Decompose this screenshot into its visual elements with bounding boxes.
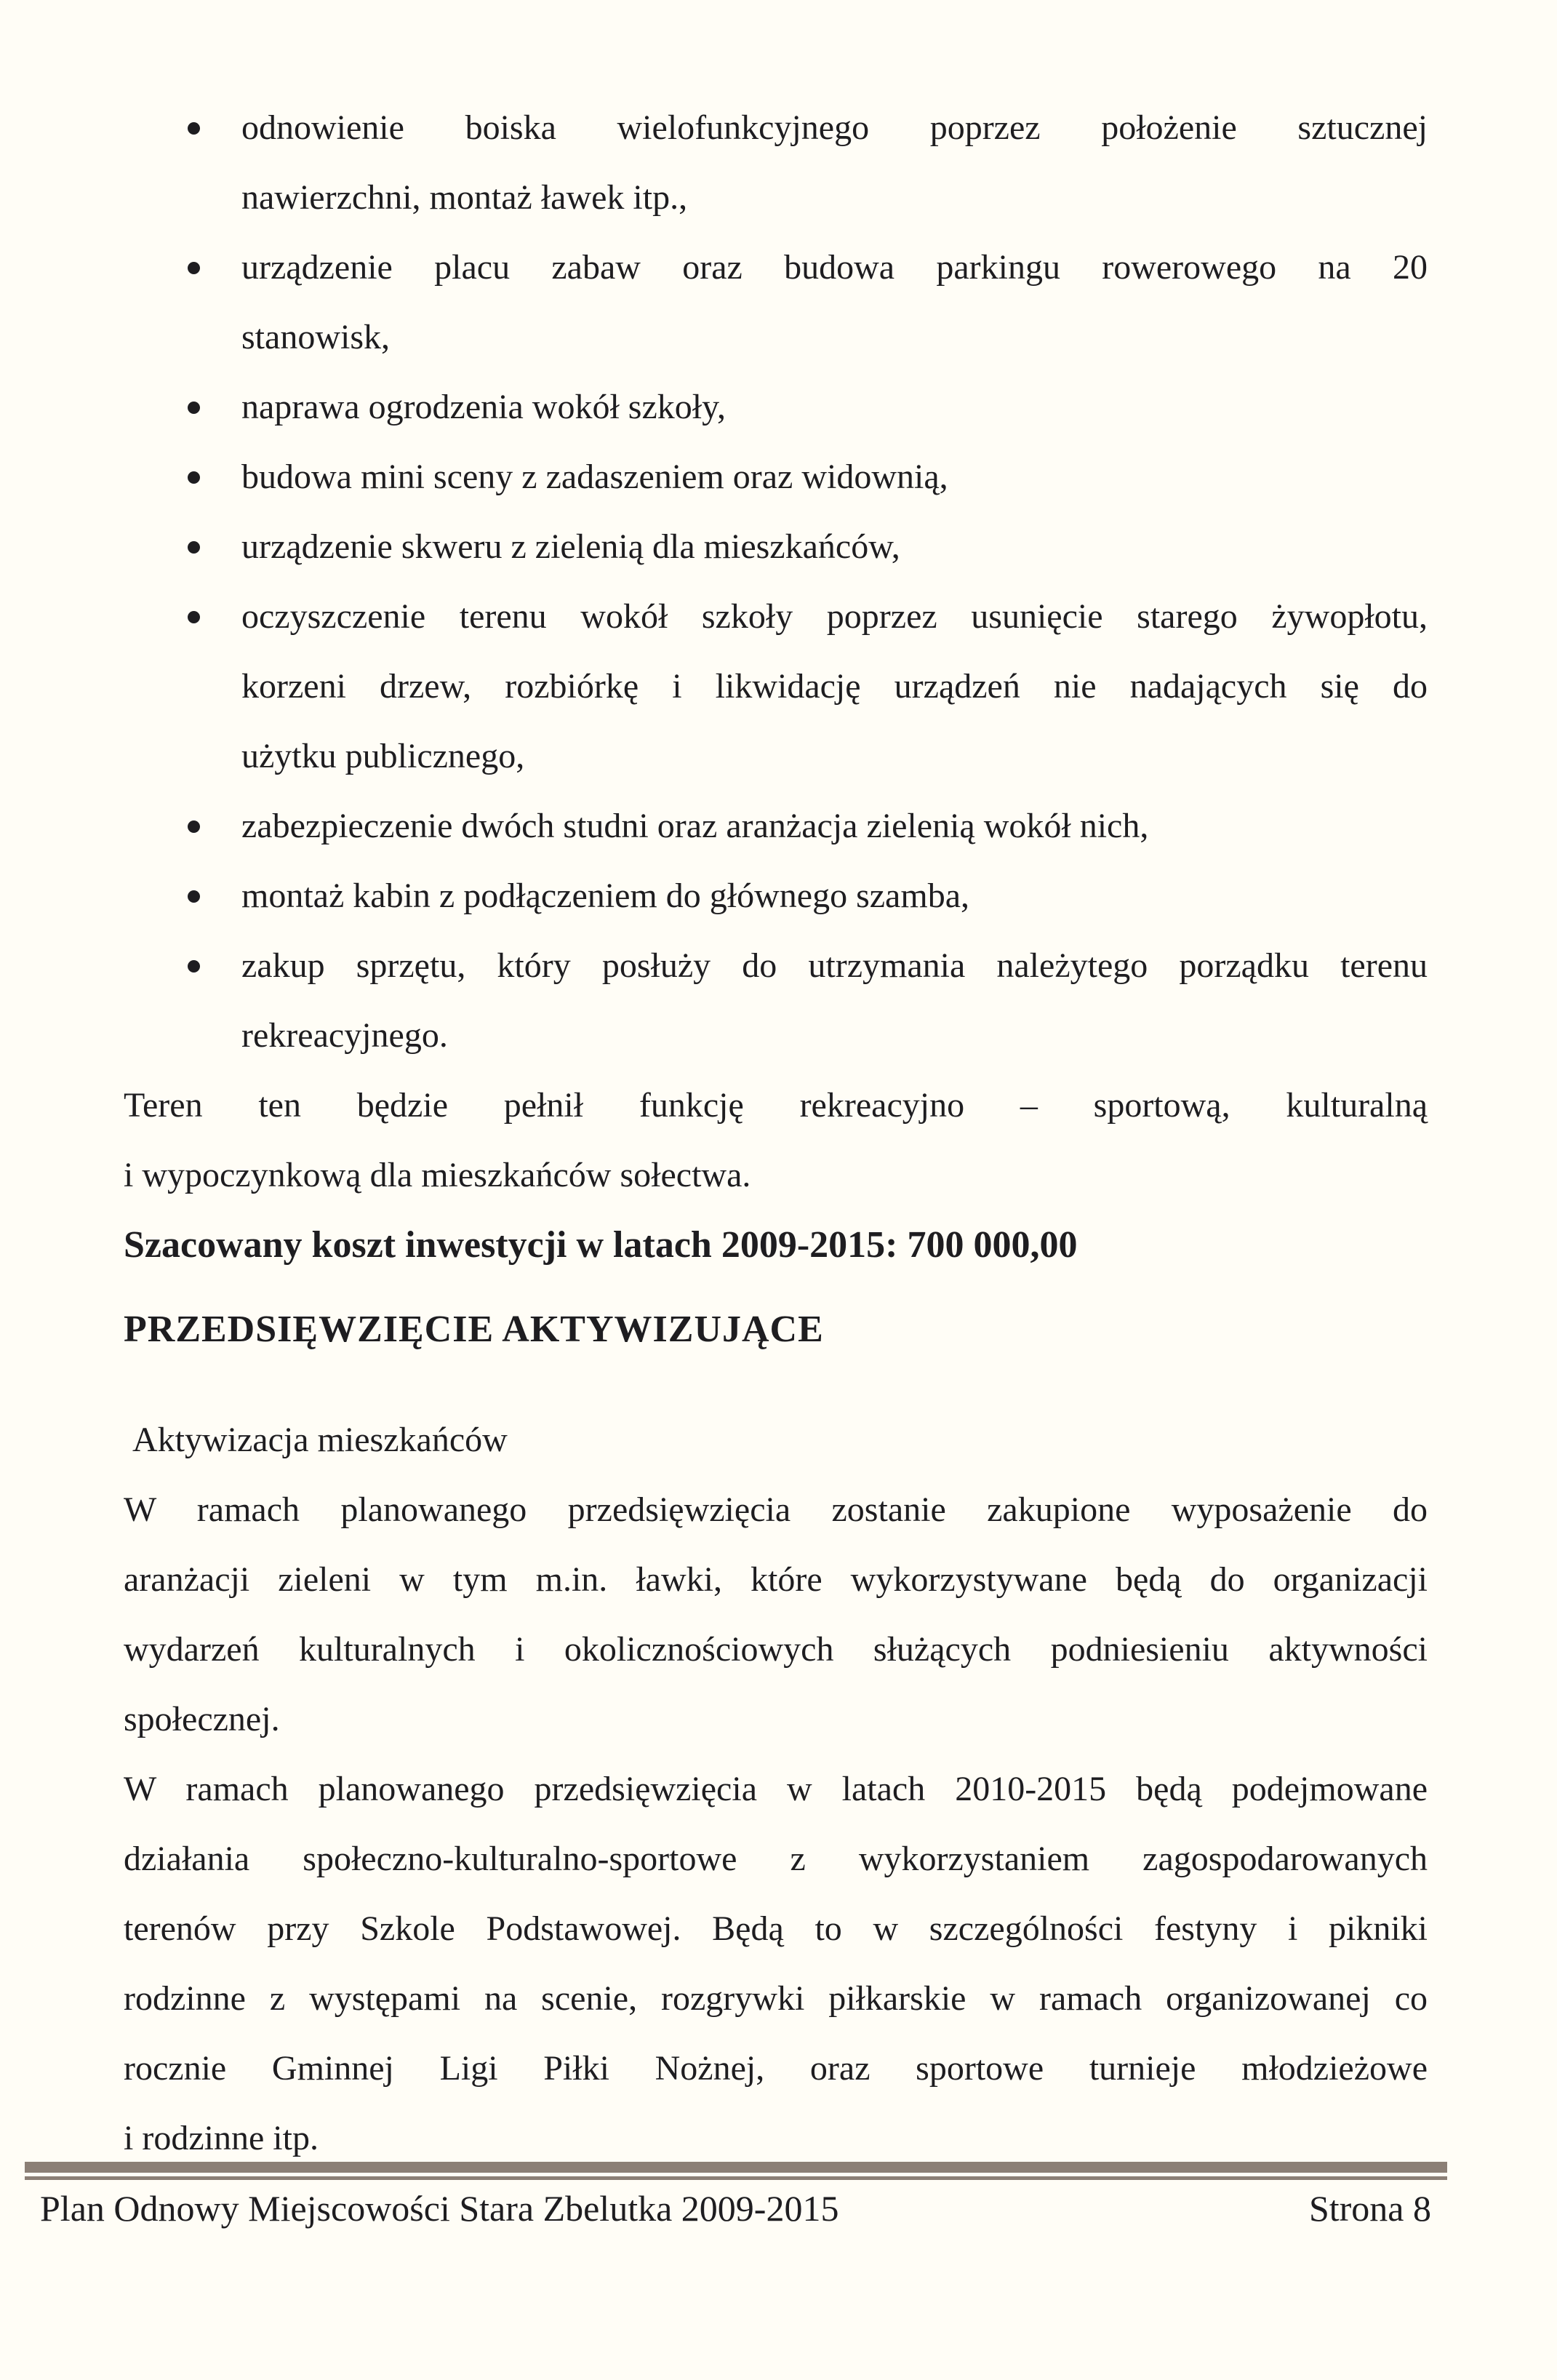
list-item <box>124 791 1428 861</box>
paragraph-line: i rodzinne itp. <box>124 2119 319 2157</box>
footer-divider <box>25 2162 1447 2180</box>
list-item <box>124 442 1428 512</box>
bullet-text-line: stanowisk, <box>241 318 390 356</box>
bullet-icon <box>188 262 200 274</box>
bullet-text-line: korzeni drzew, rozbiórkę i likwidację urządzeń nie nadających się do <box>241 667 1428 706</box>
section-heading: PRZEDSIĘWZIĘCIE AKTYWIZUJĄCE <box>124 1309 824 1350</box>
bullet-icon <box>188 402 200 414</box>
footer-document-title: Plan Odnowy Miejscowości Stara Zbelutka 2009-2015 <box>40 2188 839 2229</box>
bullet-icon <box>188 122 200 135</box>
footer-divider-thick-line <box>25 2162 1447 2173</box>
list-item <box>124 93 1428 233</box>
bullet-text-line: nawierzchni, montaż ławek itp., <box>241 178 688 217</box>
bullet-text-line: urządzenie skweru z zielenią dla mieszkańców, <box>241 527 900 566</box>
list-item <box>124 582 1428 791</box>
bullet-text-line: naprawa ogrodzenia wokół szkoły, <box>241 388 726 426</box>
list-item <box>124 861 1428 931</box>
bullet-text-line: użytku publicznego, <box>241 737 525 775</box>
list-item <box>124 233 1428 372</box>
bullet-text-line: urządzenie placu zabaw oraz budowa parkingu rowerowego na 20 <box>241 248 1428 287</box>
paragraph-line: terenów przy Szkole Podstawowej. Będą to w szczególności festyny i pikniki <box>124 1909 1428 1948</box>
bullet-text-line: zakup sprzętu, który posłuży do utrzymania należytego porządku terenu <box>241 946 1428 985</box>
footer-divider-thin-line <box>25 2176 1447 2180</box>
estimated-cost-line: Szacowany koszt inwestycji w latach 2009-2015: 700 000,00 <box>124 1224 1078 1266</box>
paragraph-line: W ramach planowanego przedsięwzięcia w latach 2010-2015 będą podejmowane <box>124 1770 1428 1808</box>
paragraph-line: rodzinne z występami na scenie, rozgrywki piłkarskie w ramach organizowanej co <box>124 1979 1428 2018</box>
page-footer <box>40 2182 1431 2235</box>
bullet-text-line: rekreacyjnego. <box>241 1016 448 1055</box>
paragraph-aktywizacja-2 <box>124 1754 1428 2173</box>
page-content <box>124 93 1428 2173</box>
paragraph-line: aranżacji zieleni w tym m.in. ławki, które wykorzystywane będą do organizacji <box>124 1560 1428 1599</box>
paragraph-line: wydarzeń kulturalnych i okolicznościowych służących podniesieniu aktywności <box>124 1630 1428 1669</box>
bullet-icon <box>188 611 200 623</box>
paragraph-line: i wypoczynkową dla mieszkańców sołectwa. <box>124 1156 751 1194</box>
bullet-text-line: budowa mini sceny z zadaszeniem oraz widownią, <box>241 458 948 496</box>
bullet-text-line: oczyszczenie terenu wokół szkoły poprzez usunięcie starego żywopłotu, <box>241 597 1428 636</box>
subsection-title: Aktywizacja mieszkańców <box>132 1421 508 1459</box>
bullet-icon <box>188 890 200 903</box>
bullet-icon <box>188 820 200 833</box>
bullet-icon <box>188 541 200 554</box>
footer-page-number: Strona 8 <box>1308 2188 1431 2229</box>
paragraph-line: działania społeczno-kulturalno-sportowe z wykorzystaniem zagospodarowanych <box>124 1840 1428 1878</box>
list-item <box>124 512 1428 582</box>
paragraph-teren <box>124 1071 1428 1210</box>
bullet-icon <box>188 960 200 973</box>
list-item <box>124 372 1428 442</box>
paragraph-line: W ramach planowanego przedsięwzięcia zostanie zakupione wyposażenie do <box>124 1490 1428 1529</box>
bullet-text-line: odnowienie boiska wielofunkcyjnego poprzez położenie sztucznej <box>241 108 1428 147</box>
bullet-text-line: zabezpieczenie dwóch studni oraz aranżacja zielenią wokół nich, <box>241 807 1149 845</box>
paragraph-line: społecznej. <box>124 1700 280 1738</box>
paragraph-aktywizacja-1 <box>124 1475 1428 1754</box>
bullet-icon <box>188 471 200 484</box>
paragraph-line: Teren ten będzie pełnił funkcję rekreacyjno – sportową, kulturalną <box>124 1086 1428 1125</box>
list-item <box>124 931 1428 1071</box>
paragraph-line: rocznie Gminnej Ligi Piłki Nożnej, oraz sportowe turnieje młodzieżowe <box>124 2049 1428 2088</box>
bullet-text-line: montaż kabin z podłączeniem do głównego szamba, <box>241 876 969 915</box>
